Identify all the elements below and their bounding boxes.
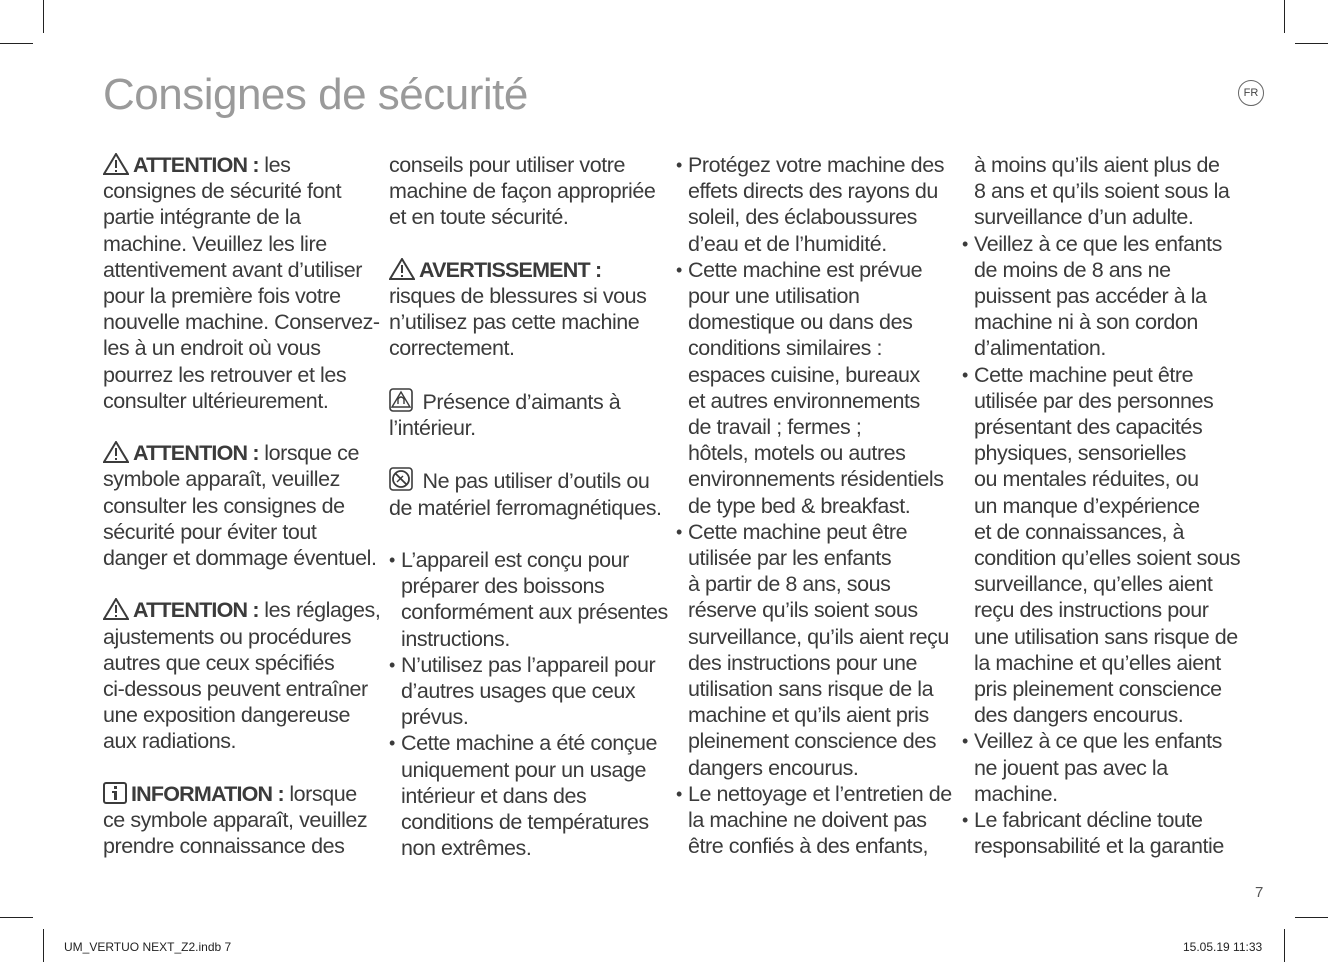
text-line: un manque d’expérience xyxy=(974,493,1200,518)
text-line: utilisation sans risque de la xyxy=(688,677,934,702)
attention-keyword: ATTENTION : xyxy=(133,441,259,466)
text-line: non extrêmes. xyxy=(401,836,532,861)
text-line: pour une utilisation xyxy=(688,284,860,309)
text-line: pour la première fois votre xyxy=(103,284,341,309)
text-line: machine de façon appropriée xyxy=(389,179,656,204)
text-line: • N’utilisez pas l’appareil pour xyxy=(401,652,656,677)
text-line: la machine et qu’elles aient xyxy=(974,650,1221,675)
information-keyword: INFORMATION : xyxy=(131,781,284,806)
text-line: de matériel ferromagnétiques. xyxy=(389,495,662,520)
text-line: • Veillez à ce que les enfants xyxy=(974,231,1222,256)
text-line: machine ni à son cordon xyxy=(974,310,1198,335)
text-line: intérieur et dans des xyxy=(401,783,587,808)
warning-heading xyxy=(389,257,668,283)
bullet-item xyxy=(676,519,952,781)
text-line: des dangers encourus. xyxy=(974,703,1184,728)
text-line: ou mentales réduites, ou xyxy=(974,467,1199,492)
text-line: attentivement avant d’utiliser xyxy=(103,257,362,282)
text-line: préparer des boissons xyxy=(401,574,605,599)
text-line: espaces cuisine, bureaux xyxy=(688,362,920,387)
text-line: surveillance, qu’ils aient reçu xyxy=(688,624,949,649)
text-line: et de connaissances, à xyxy=(974,519,1185,544)
text-line: hôtels, motels ou autres xyxy=(688,441,906,466)
text-line: soleil, des éclaboussures xyxy=(688,205,917,230)
crop-mark xyxy=(0,43,33,44)
text-line: prévus. xyxy=(401,705,469,730)
text-line: des instructions pour une xyxy=(688,650,917,675)
text-line: nouvelle machine. Conservez- xyxy=(103,310,380,335)
text-line: surveillance, qu’elles aient xyxy=(974,572,1213,597)
text-line: à partir de 8 ans, sous xyxy=(688,572,891,597)
bullet-item xyxy=(676,257,952,519)
text-line: lorsque xyxy=(283,781,357,806)
text-line: • Le nettoyage et l’entretien de xyxy=(688,781,952,806)
text-line: une exposition dangereuse xyxy=(103,703,350,728)
text-line: symbole apparaît, veuillez xyxy=(103,467,340,492)
text-line: partie intégrante de la xyxy=(103,205,301,230)
text-line: environnements résidentiels xyxy=(688,467,944,492)
text-line: de travail ; fermes ; xyxy=(688,415,862,440)
text-line: ci-dessous peuvent entraîner xyxy=(103,677,368,702)
text-line: prendre connaissance des xyxy=(103,834,345,859)
text-line: les à un endroit où vous xyxy=(103,336,321,361)
crop-mark xyxy=(1284,929,1285,962)
text-line: les réglages, xyxy=(258,598,381,623)
text-line: aux radiations. xyxy=(103,729,237,754)
text-line: • Cette machine peut être xyxy=(974,362,1194,387)
text-line: lorsque ce xyxy=(258,441,359,466)
crop-mark xyxy=(0,917,33,918)
no-tools-notice xyxy=(389,467,668,494)
text-line: correctement. xyxy=(389,336,515,361)
text-line: d’eau et de l’humidité. xyxy=(688,231,887,256)
bullet-item xyxy=(962,362,1240,729)
text-line: à moins qu’ils aient plus de xyxy=(974,153,1220,177)
page-title: Consignes de sécurité xyxy=(103,70,528,119)
text-line: uniquement pour un usage xyxy=(401,757,647,782)
text-line: ne jouent pas avec la xyxy=(974,755,1168,780)
text-line: utilisée par les enfants xyxy=(688,546,892,571)
text-line: autres que ceux spécifiés xyxy=(103,650,335,675)
text-line: • Le fabricant décline toute xyxy=(974,808,1203,833)
bullet-item xyxy=(962,807,1240,859)
text-line: domestique ou dans des xyxy=(688,310,913,335)
attention-keyword: ATTENTION : xyxy=(133,598,259,623)
text-line: conformément aux présentes xyxy=(401,600,668,625)
footer-file: UM_VERTUO NEXT_Z2.indb 7 xyxy=(64,940,232,954)
information-block xyxy=(103,781,380,860)
text-line: pourrez les retrouver et les xyxy=(103,362,347,387)
text-line: pleinement conscience des xyxy=(688,729,937,754)
attention-heading xyxy=(103,440,380,466)
attention-block xyxy=(103,440,380,571)
text-line: conditions similaires : xyxy=(688,336,882,361)
warning-triangle-icon xyxy=(103,598,129,620)
text-line: présentant des capacités xyxy=(974,415,1203,440)
language-badge: FR xyxy=(1238,80,1264,106)
text-line: les xyxy=(258,153,291,177)
text-line: instructions. xyxy=(401,626,510,651)
magnet-warning-icon xyxy=(389,388,413,412)
text-line: Présence d’aimants à xyxy=(417,389,621,414)
text-line: pris pleinement conscience xyxy=(974,677,1222,702)
column-2 xyxy=(389,152,668,861)
text-line: la machine ne doivent pas xyxy=(688,808,927,833)
text-line: • Cette machine peut être xyxy=(688,519,908,544)
text-line: être confiés à des enfants, xyxy=(688,834,929,859)
attention-block xyxy=(103,152,380,414)
crop-mark xyxy=(1284,0,1285,33)
text-line: de type bed & breakfast. xyxy=(688,493,911,518)
text-line: n’utilisez pas cette machine xyxy=(389,310,640,335)
text-line: consignes de sécurité font xyxy=(103,179,342,204)
text-line: et en toute sécurité. xyxy=(389,205,569,230)
bullet-item xyxy=(389,652,668,731)
column-3 xyxy=(676,152,952,859)
text-line: puissent pas accéder à la xyxy=(974,284,1207,309)
text-line: • Cette machine est prévue xyxy=(688,257,923,282)
text-line: réserve qu’ils soient sous xyxy=(688,598,918,623)
magnets-notice xyxy=(389,388,668,415)
text-line: ajustements ou procédures xyxy=(103,624,352,649)
text-line: reçu des instructions pour xyxy=(974,598,1209,623)
text-line: machine. xyxy=(974,781,1058,806)
attention-heading xyxy=(103,152,380,178)
text-line: effets directs des rayons du xyxy=(688,179,938,204)
text-line: sécurité pour éviter tout xyxy=(103,519,317,544)
footer-timestamp: 15.05.19 11:33 xyxy=(1183,940,1263,954)
text-line: et autres environnements xyxy=(688,388,920,413)
attention-block xyxy=(103,597,380,754)
text-line: • L’appareil est conçu pour xyxy=(401,547,629,572)
text-line: • Cette machine a été conçue xyxy=(401,731,658,756)
continuation-text xyxy=(962,152,1240,231)
text-line: consulter ultérieurement. xyxy=(103,388,329,413)
info-box-icon xyxy=(103,782,127,804)
text-line: machine et qu’ils aient pris xyxy=(688,703,929,728)
bullet-item xyxy=(389,547,668,652)
attention-heading xyxy=(103,597,380,623)
text-line: utilisée par des personnes xyxy=(974,388,1214,413)
information-heading xyxy=(103,781,380,807)
bullet-item xyxy=(676,781,952,860)
text-line: consulter les consignes de xyxy=(103,493,345,518)
text-line: d’alimentation. xyxy=(974,336,1106,361)
bullet-item xyxy=(676,152,952,257)
text-line: conditions de températures xyxy=(401,810,649,835)
crop-mark xyxy=(43,0,44,33)
text-line: de moins de 8 ans ne xyxy=(974,257,1171,282)
text-line: dangers encourus. xyxy=(688,755,859,780)
no-tools-icon xyxy=(389,467,413,491)
text-line: l’intérieur. xyxy=(389,416,476,440)
text-line: physiques, sensorielles xyxy=(974,441,1186,466)
warning-keyword: AVERTISSEMENT : xyxy=(419,257,602,282)
warning-triangle-icon xyxy=(103,441,129,463)
text-line: • Protégez votre machine des xyxy=(688,153,945,177)
text-line: ce symbole apparaît, veuillez xyxy=(103,808,368,833)
attention-keyword: ATTENTION : xyxy=(133,153,259,177)
column-4 xyxy=(962,152,1240,859)
bullet-item xyxy=(962,728,1240,807)
text-line: 8 ans et qu’ils soient sous la xyxy=(974,179,1230,204)
page-number: 7 xyxy=(1255,884,1264,901)
text-line: • Veillez à ce que les enfants xyxy=(974,729,1222,754)
text-line: Ne pas utiliser d’outils ou xyxy=(417,469,650,494)
text-line: risques de blessures si vous xyxy=(389,284,647,308)
crop-mark xyxy=(1295,917,1328,918)
text-line: machine. Veuillez les lire xyxy=(103,231,327,256)
text-line: une utilisation sans risque de xyxy=(974,624,1238,649)
crop-mark xyxy=(1295,43,1328,44)
bullet-item xyxy=(962,231,1240,362)
crop-mark xyxy=(43,929,44,962)
text-line: danger et dommage éventuel. xyxy=(103,546,377,571)
text-line: d’autres usages que ceux xyxy=(401,679,636,703)
text-line: responsabilité et la garantie xyxy=(974,834,1224,859)
bullet-item xyxy=(389,730,668,861)
warning-triangle-icon xyxy=(103,153,129,175)
text-line: surveillance d’un adulte. xyxy=(974,205,1194,230)
warning-triangle-icon xyxy=(389,258,415,280)
column-1 xyxy=(103,152,380,859)
text-line: condition qu’elles soient sous xyxy=(974,546,1241,571)
text-line: conseils pour utiliser votre xyxy=(389,153,625,177)
